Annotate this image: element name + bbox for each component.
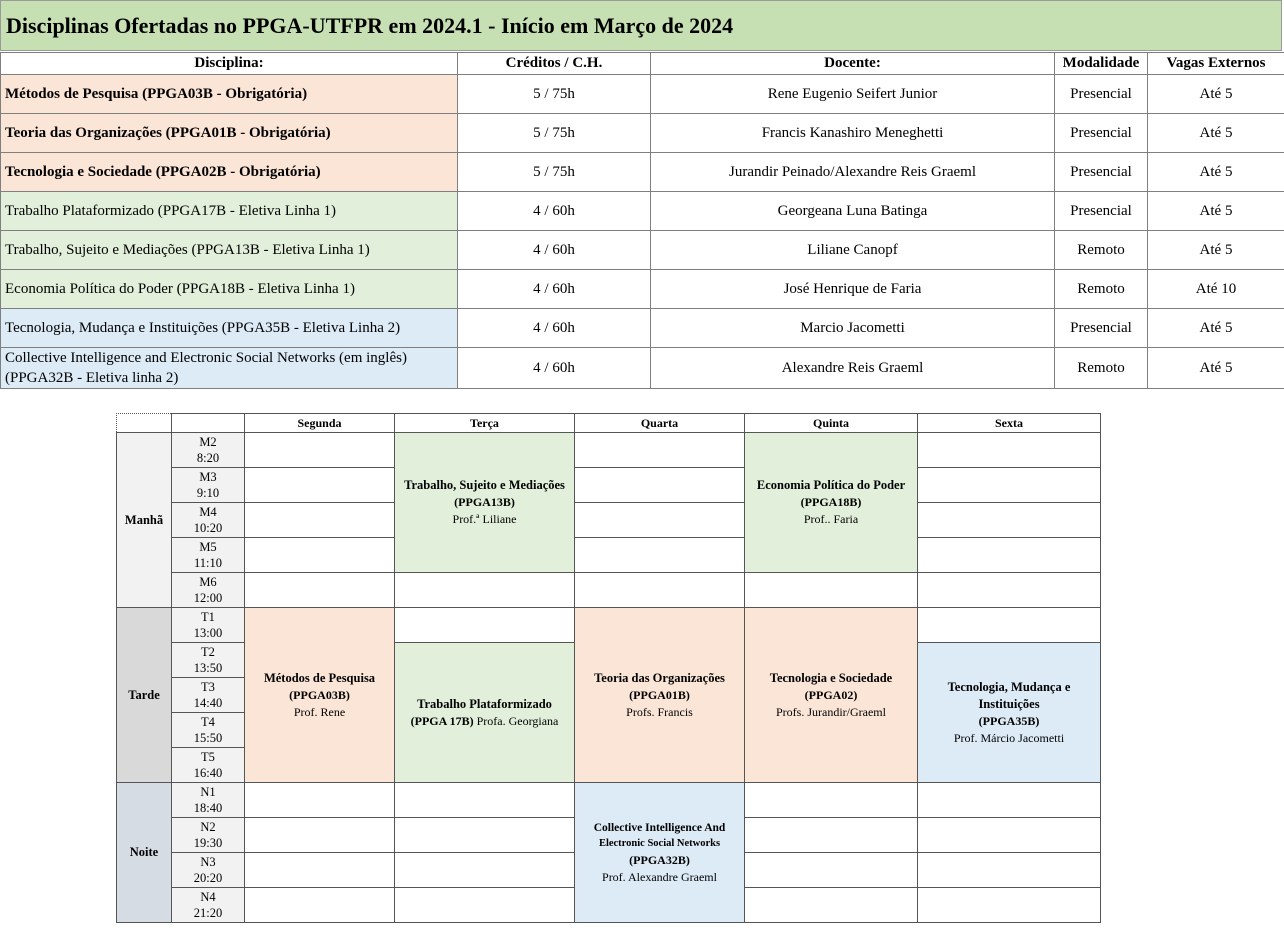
- empty-cell: [918, 503, 1101, 538]
- schedule-row: [117, 783, 1101, 818]
- course-teacher: Liliane Canopf: [651, 231, 1055, 270]
- header-empty: [172, 414, 245, 433]
- course-name: Métodos de Pesquisa (PPGA03B - Obrigatória): [1, 75, 458, 114]
- schedule-row: [117, 468, 1101, 503]
- empty-cell: [245, 433, 395, 468]
- block-course-code: (PPGA01B): [629, 687, 690, 702]
- course-teacher: Francis Kanashiro Meneghetti: [651, 114, 1055, 153]
- slot-time: 16:40: [193, 766, 223, 780]
- empty-cell: [745, 853, 918, 888]
- block-course-name: Trabalho Plataformizado: [417, 696, 552, 711]
- empty-cell: [575, 433, 745, 468]
- course-seats: Até 10: [1148, 270, 1284, 309]
- slot-time: 10:20: [193, 521, 223, 535]
- slot-time: 9:10: [196, 486, 220, 500]
- slot-m6: [172, 573, 245, 608]
- table-row: [1, 114, 1284, 153]
- slot-code: T4: [201, 715, 215, 729]
- block-quarta-noite: [575, 783, 745, 923]
- day-segunda: Segunda: [245, 414, 395, 433]
- course-mode: Presencial: [1055, 309, 1148, 348]
- block-terca-manha: [395, 433, 575, 573]
- slot-time: 21:20: [193, 906, 223, 920]
- empty-cell: [245, 853, 395, 888]
- empty-cell: [575, 503, 745, 538]
- block-course-prof: Prof. Rene: [293, 704, 346, 719]
- empty-cell: [745, 573, 918, 608]
- block-course-code: (PPGA03B): [289, 687, 350, 702]
- schedule-row: [117, 538, 1101, 573]
- block-course-code: (PPGA32B): [629, 852, 690, 867]
- empty-cell: [918, 608, 1101, 643]
- block-segunda-tarde: [245, 608, 395, 783]
- slot-time: 15:50: [193, 731, 223, 745]
- slot-code: T3: [201, 680, 215, 694]
- course-mode: Presencial: [1055, 153, 1148, 192]
- slot-code: M3: [199, 470, 217, 484]
- empty-cell: [918, 853, 1101, 888]
- block-course-name: Collective Intelligence And: [593, 821, 726, 834]
- empty-cell: [395, 853, 575, 888]
- empty-cell: [918, 888, 1101, 923]
- empty-cell: [575, 538, 745, 573]
- course-credits: 5 / 75h: [458, 114, 651, 153]
- course-credits: 4 / 60h: [458, 270, 651, 309]
- empty-cell: [245, 503, 395, 538]
- empty-cell: [245, 783, 395, 818]
- block-terca-tarde: [395, 643, 575, 783]
- course-credits: 5 / 75h: [458, 153, 651, 192]
- block-course-name: Métodos de Pesquisa: [263, 670, 376, 685]
- slot-t4: [172, 713, 245, 748]
- slot-code: N3: [200, 855, 216, 869]
- table-row: [1, 348, 1284, 389]
- table-row: [1, 153, 1284, 192]
- slot-t3: [172, 678, 245, 713]
- slot-m5: [172, 538, 245, 573]
- empty-cell: [918, 818, 1101, 853]
- period-noite: Noite: [117, 783, 172, 923]
- empty-cell: [395, 818, 575, 853]
- slot-time: 13:50: [193, 661, 223, 675]
- table-row: [1, 231, 1284, 270]
- period-tarde: Tarde: [117, 608, 172, 783]
- course-name: Collective Intelligence and Electronic Social Networks (em inglês) (PPGA32B - Eletiva linha 2): [1, 348, 458, 389]
- empty-cell: [918, 783, 1101, 818]
- block-course-prof: Profa. Georgiana: [473, 713, 559, 728]
- slot-n4: [172, 888, 245, 923]
- block-course-name: Teoria das Organizações: [594, 670, 725, 685]
- empty-cell: [395, 573, 575, 608]
- course-teacher: José Henrique de Faria: [651, 270, 1055, 309]
- period-manha: Manhã: [117, 433, 172, 608]
- empty-cell: [245, 888, 395, 923]
- course-credits: 4 / 60h: [458, 309, 651, 348]
- block-course-code: (PPGA 17B): [410, 713, 474, 728]
- course-name: Trabalho Plataformizado (PPGA17B - Eletiva Linha 1): [1, 192, 458, 231]
- title-bar: [0, 0, 1282, 51]
- course-credits: 4 / 60h: [458, 231, 651, 270]
- schedule-row: [117, 503, 1101, 538]
- day-quarta: Quarta: [575, 414, 745, 433]
- empty-cell: [245, 538, 395, 573]
- schedule-row: [117, 608, 1101, 643]
- course-credits: 4 / 60h: [458, 348, 651, 389]
- slot-code: T1: [201, 610, 215, 624]
- course-mode: Remoto: [1055, 270, 1148, 309]
- table-row: [1, 75, 1284, 114]
- course-teacher: Rene Eugenio Seifert Junior: [651, 75, 1055, 114]
- slot-code: M5: [199, 540, 217, 554]
- course-mode: Remoto: [1055, 348, 1148, 389]
- slot-t5: [172, 748, 245, 783]
- page-title: Disciplinas Ofertadas no PPGA-UTFPR em 2024.1 - Início em Março de 2024: [6, 13, 734, 38]
- empty-cell: [918, 433, 1101, 468]
- course-seats: Até 5: [1148, 231, 1284, 270]
- block-course-prof: Profs. Jurandir/Graeml: [776, 704, 886, 719]
- course-seats: Até 5: [1148, 153, 1284, 192]
- block-course-name: Tecnologia e Sociedade: [769, 670, 893, 685]
- course-teacher: Marcio Jacometti: [651, 309, 1055, 348]
- day-sexta: Sexta: [918, 414, 1101, 433]
- slot-m4: [172, 503, 245, 538]
- course-name: Economia Política do Poder (PPGA18B - Eletiva Linha 1): [1, 270, 458, 309]
- header-modalidade: Modalidade: [1055, 53, 1148, 75]
- empty-cell: [918, 538, 1101, 573]
- course-seats: Até 5: [1148, 192, 1284, 231]
- block-course-prof: Prof. Alexandre Graeml: [602, 869, 717, 884]
- schedule-row: [117, 573, 1101, 608]
- empty-cell: [918, 573, 1101, 608]
- empty-cell: [245, 818, 395, 853]
- courses-table: [0, 52, 1284, 389]
- slot-n2: [172, 818, 245, 853]
- block-quinta-tarde: [745, 608, 918, 783]
- empty-cell: [395, 783, 575, 818]
- slot-code: N4: [200, 890, 216, 904]
- block-course-code: (PPGA13B): [454, 495, 515, 509]
- course-teacher: Georgeana Luna Batinga: [651, 192, 1055, 231]
- block-course-name: Electronic Social Networks: [598, 837, 721, 849]
- slot-time: 11:10: [193, 556, 222, 570]
- course-teacher: Jurandir Peinado/Alexandre Reis Graeml: [651, 153, 1055, 192]
- slot-code: N2: [200, 820, 216, 834]
- slot-code: M6: [199, 575, 217, 589]
- slot-code: T2: [201, 645, 215, 659]
- schedule-row: [117, 433, 1101, 468]
- block-course-name: Trabalho, Sujeito e Mediações: [404, 478, 565, 492]
- block-course-code: (PPGA02): [804, 687, 858, 702]
- block-course-prof: Prof.ª Liliane: [452, 512, 517, 526]
- block-course-code: (PPGA18B): [800, 495, 862, 509]
- empty-cell: [395, 888, 575, 923]
- block-course-name: Tecnologia, Mudança e Instituições: [947, 679, 1071, 711]
- table-row: [1, 270, 1284, 309]
- slot-time: 8:20: [196, 451, 220, 465]
- slot-time: 14:40: [193, 696, 223, 710]
- empty-cell: [575, 573, 745, 608]
- empty-cell: [575, 468, 745, 503]
- empty-cell: [745, 783, 918, 818]
- course-mode: Presencial: [1055, 114, 1148, 153]
- empty-cell: [245, 573, 395, 608]
- slot-code: M2: [199, 435, 217, 449]
- course-name: Trabalho, Sujeito e Mediações (PPGA13B - Eletiva Linha 1): [1, 231, 458, 270]
- block-course-name: Economia Política do Poder: [756, 478, 906, 492]
- day-terca: Terça: [395, 414, 575, 433]
- header-creditos: Créditos / C.H.: [458, 53, 651, 75]
- empty-cell: [918, 468, 1101, 503]
- course-seats: Até 5: [1148, 75, 1284, 114]
- slot-t1: [172, 608, 245, 643]
- course-seats: Até 5: [1148, 114, 1284, 153]
- block-course-prof: Prof.. Faria: [803, 512, 859, 526]
- empty-cell: [245, 468, 395, 503]
- course-mode: Presencial: [1055, 75, 1148, 114]
- schedule-header-row: [117, 414, 1101, 433]
- slot-code: T5: [201, 750, 215, 764]
- table-row: [1, 309, 1284, 348]
- block-course-prof: Prof. Márcio Jacometti: [953, 730, 1065, 745]
- header-docente: Docente:: [651, 53, 1055, 75]
- table-row: [1, 192, 1284, 231]
- course-name: Tecnologia, Mudança e Instituições (PPGA35B - Eletiva Linha 2): [1, 309, 458, 348]
- course-name: Teoria das Organizações (PPGA01B - Obrigatória): [1, 114, 458, 153]
- slot-m3: [172, 468, 245, 503]
- course-credits: 4 / 60h: [458, 192, 651, 231]
- slot-n1: [172, 783, 245, 818]
- course-seats: Até 5: [1148, 309, 1284, 348]
- courses-header-row: [1, 53, 1284, 75]
- slot-time: 13:00: [193, 626, 223, 640]
- slot-n3: [172, 853, 245, 888]
- empty-cell: [395, 608, 575, 643]
- slot-code: M4: [199, 505, 217, 519]
- slot-time: 12:00: [193, 591, 223, 605]
- course-seats: Até 5: [1148, 348, 1284, 389]
- header-disciplina: Disciplina:: [1, 53, 458, 75]
- slot-t2: [172, 643, 245, 678]
- slot-m2: [172, 433, 245, 468]
- course-name: Tecnologia e Sociedade (PPGA02B - Obrigatória): [1, 153, 458, 192]
- header-empty: [117, 414, 172, 433]
- header-vagas: Vagas Externos: [1148, 53, 1284, 75]
- course-mode: Remoto: [1055, 231, 1148, 270]
- day-quinta: Quinta: [745, 414, 918, 433]
- course-credits: 5 / 75h: [458, 75, 651, 114]
- block-course-prof: Profs. Francis: [626, 704, 693, 719]
- block-quarta-tarde: [575, 608, 745, 783]
- block-quinta-manha: [745, 433, 918, 573]
- course-teacher: Alexandre Reis Graeml: [651, 348, 1055, 389]
- course-mode: Presencial: [1055, 192, 1148, 231]
- slot-time: 18:40: [193, 801, 223, 815]
- slot-time: 19:30: [193, 836, 223, 850]
- schedule-table: [116, 413, 1101, 923]
- empty-cell: [745, 888, 918, 923]
- empty-cell: [745, 818, 918, 853]
- block-sexta-tarde: [918, 643, 1101, 783]
- slot-time: 20:20: [193, 871, 223, 885]
- slot-code: N1: [200, 785, 216, 799]
- block-course-code: (PPGA35B): [978, 713, 1040, 728]
